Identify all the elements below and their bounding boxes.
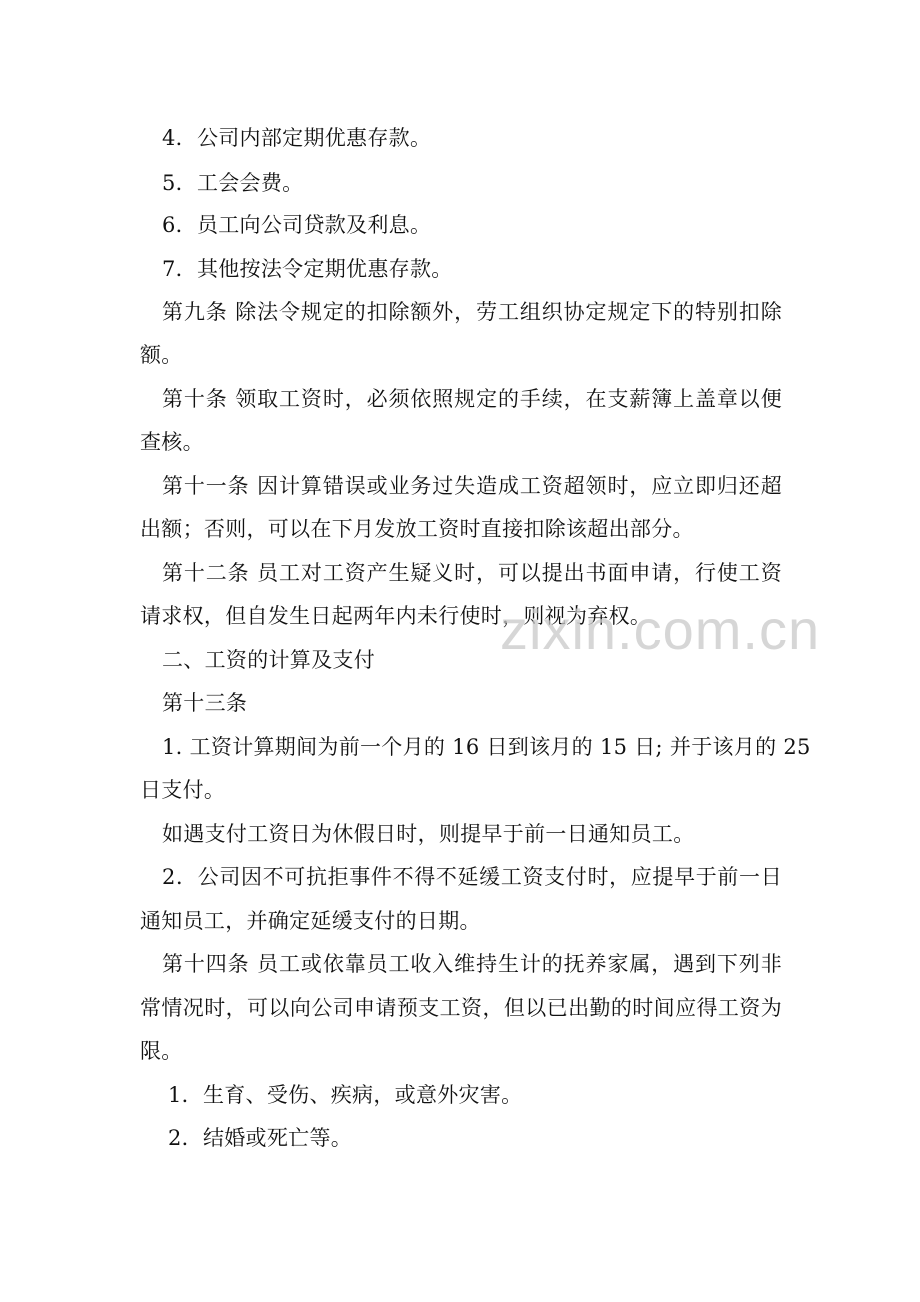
article-11-line-2: 出额；否则，可以在下月发放工资时直接扣除该超出部分。 [140, 517, 694, 541]
article-13-item-1-line-2: 日支付。 [140, 778, 226, 802]
site-watermark: zixin.com.cn [500, 598, 821, 661]
article-14-item-1: 1．生育、受伤、疾病，或意外灾害。 [168, 1083, 523, 1107]
paragraph-line: 6．员工向公司贷款及利息。 [162, 213, 432, 237]
article-13-note: 如遇支付工资日为休假日时，则提早于前一日通知员工。 [162, 822, 695, 846]
article-14-item-2: 2．结婚或死亡等。 [168, 1126, 353, 1150]
article-12-line-1: 第十二条 员工对工资产生疑义时，可以提出书面申请，行使工资 [162, 561, 782, 585]
article-13-heading: 第十三条 [162, 691, 248, 715]
paragraph-line: 7．其他按法令定期优惠存款。 [162, 257, 453, 281]
article-11-line-1: 第十一条 因计算错误或业务过失造成工资超领时，应立即归还超 [162, 474, 782, 498]
article-12-line-2: 请求权，但自发生日起两年内未行使时，则视为弃权。 [140, 604, 652, 628]
article-14-line-3: 限。 [140, 1039, 183, 1063]
article-10-line-2: 查核。 [140, 430, 204, 454]
paragraph-line: 4．公司内部定期优惠存款。 [162, 126, 432, 150]
article-14-line-2: 常情况时，可以向公司申请预支工资，但以已出勤的时间应得工资为 [140, 996, 782, 1020]
article-9-line-2: 额。 [140, 343, 183, 367]
section-heading: 二、工资的计算及支付 [162, 648, 375, 672]
article-13-item-2-line-2: 通知员工，并确定延缓支付的日期。 [140, 909, 481, 933]
article-13-item-1-line-1: 1. 工资计算期间为前一个月的 16 日到该月的 15 日; 并于该月的 25 [162, 735, 811, 759]
article-13-item-2-line-1: 2．公司因不可抗拒事件不得不延缓工资支付时，应提早于前一日 [162, 865, 782, 889]
article-14-line-1: 第十四条 员工或依靠员工收入维持生计的抚养家属，遇到下列非 [162, 952, 782, 976]
article-10-line-1: 第十条 领取工资时，必须依照规定的手续，在支薪簿上盖章以便 [162, 387, 782, 411]
paragraph-line: 5．工会会费。 [162, 171, 304, 195]
article-9-line-1: 第九条 除法令规定的扣除额外，劳工组织协定规定下的特别扣除 [162, 300, 782, 324]
